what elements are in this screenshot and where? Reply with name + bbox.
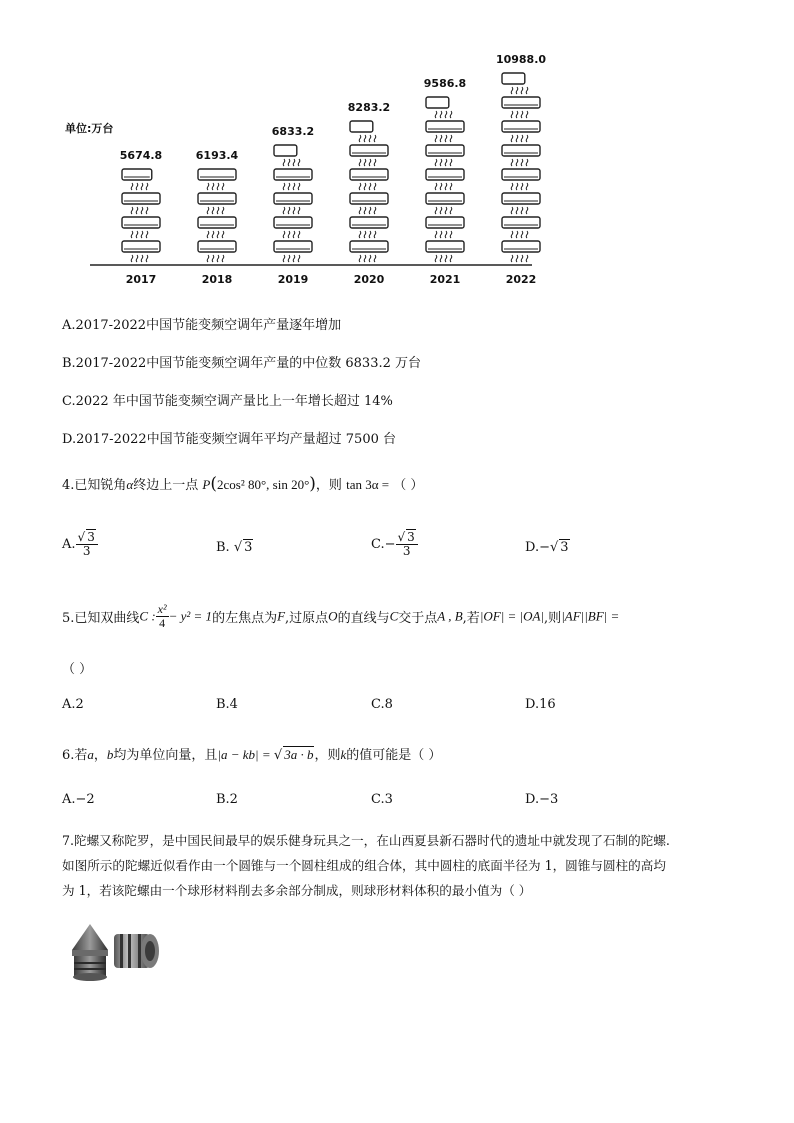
ac-icon-4-5 [426, 121, 464, 132]
ac-wind-4-2-2 [445, 207, 447, 214]
ac-wind-5-3-2 [521, 183, 523, 190]
ac-wind-4-6-2 [445, 111, 447, 118]
q5-frac-den: 4 [159, 616, 166, 631]
ac-wind-1-2-1 [212, 207, 214, 214]
ac-wind-3-4-2 [369, 159, 371, 166]
ac-wind-3-1-2 [369, 231, 371, 238]
ac-wind-4-4-0 [435, 159, 437, 166]
ac-wind-1-1-0 [207, 231, 209, 238]
ac-wind-5-4-0 [511, 159, 513, 166]
ac-wind-0-0-1 [136, 255, 138, 262]
q4-a-den: 3 [82, 544, 91, 559]
ac-wind-4-2-0 [435, 207, 437, 214]
ac-icon-4-4 [426, 145, 464, 156]
ac-wind-2-4-1 [288, 159, 290, 166]
ac-wind-4-2-1 [440, 207, 442, 214]
ac-icon-2-1 [274, 217, 312, 228]
q5-frac [156, 603, 169, 630]
ac-icon-0-2 [122, 193, 160, 204]
ac-icon-4-3 [426, 169, 464, 180]
q7-line-2: 如图所示的陀螺近似看作由一个圆锥与一个圆柱组成的组合体，其中圆柱的底面半径为 1，圆锥与圆柱的高均 [62, 858, 666, 873]
ac-wind-5-4-2 [521, 159, 523, 166]
ac-wind-0-0-2 [141, 255, 143, 262]
bar-value-label-5: 10988.0 [495, 53, 547, 66]
ac-wind-2-2-1 [288, 207, 290, 214]
ac-wind-3-0-2 [369, 255, 371, 262]
ac-icon-5-1 [502, 217, 540, 228]
q4-coord-wrap: ( [210, 474, 217, 494]
ac-icon-5-7 [502, 73, 525, 84]
ac-wind-3-1-0 [359, 231, 361, 238]
ac-icon-2-4 [274, 145, 297, 156]
q5-frac-num: x² [157, 602, 167, 616]
ac-wind-0-1-3 [146, 231, 148, 238]
q6-option-a: A.−2 [62, 792, 95, 807]
q5-prod: |AF||BF| = [561, 608, 620, 624]
ac-wind-2-1-2 [293, 231, 295, 238]
q4-option-d: D.−√ 3 [525, 540, 569, 555]
bar-value-label-4: 9586.8 [423, 77, 467, 90]
q4-a-num: 3 [87, 530, 95, 544]
ac-wind-0-2-2 [141, 207, 143, 214]
ac-icon-3-2 [350, 193, 388, 204]
ac-wind-5-7-1 [516, 87, 518, 94]
ac-wind-0-3-2 [141, 183, 143, 190]
ac-wind-5-3-0 [511, 183, 513, 190]
q4-blank: （ ） [393, 478, 424, 493]
q3-option-c: C.2022 年中国节能变频空调产量比上一年增长超过 14% [62, 394, 393, 409]
ac-wind-5-2-3 [526, 207, 528, 214]
ac-icon-4-1 [426, 217, 464, 228]
ac-wind-2-1-3 [298, 231, 300, 238]
ac-wind-1-2-0 [207, 207, 209, 214]
q5-option-c: C.8 [371, 697, 393, 712]
q4-c-den: 3 [402, 544, 411, 559]
q4-option-a-label: A. [62, 537, 76, 553]
year-label-2: 2019 [277, 273, 309, 286]
chart-canvas [60, 53, 547, 290]
q4-option-c-frac: $\frac{√ 3}{3}$ [396, 531, 418, 558]
ac-wind-2-4-0 [283, 159, 285, 166]
q4-option-b: B. √ 3 [216, 540, 253, 555]
q6-vec-a: a [87, 747, 94, 762]
ac-wind-1-0-0 [207, 255, 209, 262]
ac-wind-4-0-0 [435, 255, 437, 262]
q3-option-b: B.2017-2022中国节能变频空调年产量的中位数 6833.2 万台 [62, 356, 421, 371]
q6-comma: ， [93, 748, 107, 763]
ac-wind-5-2-2 [521, 207, 523, 214]
ac-wind-2-2-0 [283, 207, 285, 214]
q7-line-3: 为 1，若该陀螺由一个球形材料削去多余部分制成，则球形材料体积的最小值为（ ） [62, 883, 532, 898]
ac-icon-5-0 [502, 241, 540, 252]
ac-icon-1-2 [198, 193, 236, 204]
ac-wind-0-2-1 [136, 207, 138, 214]
ac-wind-1-2-3 [222, 207, 224, 214]
q4-option-c [371, 531, 418, 558]
ac-wind-4-3-0 [435, 183, 437, 190]
ac-wind-0-1-2 [141, 231, 143, 238]
q4-option-d-label: D.− [525, 540, 550, 555]
q4-target: tan 3α = [346, 477, 390, 492]
ac-wind-4-5-0 [435, 135, 437, 142]
ac-icon-5-6 [502, 97, 540, 108]
q4-option-c-label: C.− [371, 537, 396, 553]
ac-icon-5-4 [502, 145, 540, 156]
bar-value-label-3: 8283.2 [347, 101, 391, 114]
ac-wind-5-0-2 [521, 255, 523, 262]
ac-wind-2-4-3 [298, 159, 300, 166]
ac-wind-0-0-0 [131, 255, 133, 262]
ac-icon-5-2 [502, 193, 540, 204]
ac-wind-4-4-1 [440, 159, 442, 166]
ac-wind-3-0-1 [364, 255, 366, 262]
ac-wind-3-1-1 [364, 231, 366, 238]
ac-wind-3-3-3 [374, 183, 376, 190]
ac-wind-3-2-3 [374, 207, 376, 214]
q4-point: P [202, 477, 211, 492]
ac-wind-3-2-2 [369, 207, 371, 214]
ac-icon-1-3 [198, 169, 236, 180]
ac-wind-3-5-2 [369, 135, 371, 142]
ac-wind-1-1-2 [217, 231, 219, 238]
year-label-0: 2017 [125, 273, 157, 286]
q6-stem-c: ，则 [314, 748, 341, 763]
ac-wind-2-0-2 [293, 255, 295, 262]
ac-wind-4-6-0 [435, 111, 437, 118]
ac-wind-4-3-3 [450, 183, 452, 190]
ac-wind-5-4-3 [526, 159, 528, 166]
q4-stem [62, 474, 423, 494]
q6-stem-d: 的值可能是（ ） [346, 748, 442, 763]
ac-wind-5-3-3 [526, 183, 528, 190]
ac-wind-2-0-0 [283, 255, 285, 262]
ac-wind-0-2-0 [131, 207, 133, 214]
ac-wind-5-7-2 [521, 87, 523, 94]
ac-wind-2-2-3 [298, 207, 300, 214]
ac-icon-0-0 [122, 241, 160, 252]
q4-option-a-frac: $\frac{√ 3}{3}$ [76, 531, 98, 558]
ac-icon-3-0 [350, 241, 388, 252]
ac-wind-2-2-2 [293, 207, 295, 214]
ac-wind-5-1-1 [516, 231, 518, 238]
ac-wind-5-0-0 [511, 255, 513, 262]
q4-paren-close: ) [309, 474, 316, 494]
ac-icon-1-1 [198, 217, 236, 228]
ac-icon-0-1 [122, 217, 160, 228]
ac-wind-4-6-1 [440, 111, 442, 118]
ac-wind-5-1-2 [521, 231, 523, 238]
q5-O: O [328, 608, 338, 624]
ac-icon-3-5 [350, 121, 373, 132]
ac-wind-4-0-2 [445, 255, 447, 262]
ac-wind-4-5-1 [440, 135, 442, 142]
ac-wind-3-4-1 [364, 159, 366, 166]
chart-unit-label: 单位:万台 [65, 122, 114, 135]
ac-wind-5-5-1 [516, 135, 518, 142]
year-label-4: 2021 [429, 273, 461, 286]
ac-wind-1-0-3 [222, 255, 224, 262]
q5-AB: A , B [437, 608, 463, 624]
ac-wind-1-1-3 [222, 231, 224, 238]
ac-wind-2-3-2 [293, 183, 295, 190]
q4-option-a [62, 531, 98, 558]
ac-wind-5-0-1 [516, 255, 518, 262]
ac-wind-5-7-3 [526, 87, 528, 94]
ac-wind-2-3-0 [283, 183, 285, 190]
ac-wind-4-1-0 [435, 231, 437, 238]
ac-wind-5-0-3 [526, 255, 528, 262]
q6-stem-b: 均为单位向量，且 [113, 748, 218, 763]
ac-wind-5-3-1 [516, 183, 518, 190]
ac-wind-4-3-2 [445, 183, 447, 190]
ac-wind-3-5-0 [359, 135, 361, 142]
ac-wind-3-3-0 [359, 183, 361, 190]
ac-wind-3-2-1 [364, 207, 366, 214]
bar-chart [60, 53, 547, 290]
q6-k: k [340, 747, 347, 762]
ac-wind-4-5-2 [445, 135, 447, 142]
ac-wind-2-0-3 [298, 255, 300, 262]
q4-stem-text: 4.已知锐角 [62, 478, 127, 493]
ac-icon-2-3 [274, 169, 312, 180]
ac-wind-4-3-1 [440, 183, 442, 190]
ac-wind-0-1-1 [136, 231, 138, 238]
ac-wind-5-6-3 [526, 111, 528, 118]
ac-icon-3-4 [350, 145, 388, 156]
ac-wind-1-2-2 [217, 207, 219, 214]
ac-wind-0-1-0 [131, 231, 133, 238]
ac-wind-1-1-1 [212, 231, 214, 238]
q6-stem-text: 6.若 [62, 748, 88, 763]
ac-icon-4-0 [426, 241, 464, 252]
ac-wind-1-3-0 [207, 183, 209, 190]
ac-wind-3-5-3 [374, 135, 376, 142]
year-label-3: 2020 [353, 273, 385, 286]
ac-icon-0-3 [122, 169, 152, 180]
q4-alpha: α [126, 477, 134, 492]
q5-stem-f: ,若 [462, 611, 480, 627]
ac-wind-2-3-3 [298, 183, 300, 190]
ac-wind-4-1-3 [450, 231, 452, 238]
year-label-5: 2022 [505, 273, 537, 286]
q6-option-c: C.3 [371, 792, 393, 807]
ac-wind-3-1-3 [374, 231, 376, 238]
q5-stem-g: ,则 [544, 611, 562, 627]
ac-wind-2-0-1 [288, 255, 290, 262]
q5-option-a: A.2 [62, 697, 84, 712]
ac-wind-5-6-0 [511, 111, 513, 118]
ac-wind-5-5-3 [526, 135, 528, 142]
ac-icon-2-2 [274, 193, 312, 204]
q5-stem-text: 5.已知双曲线 [62, 611, 140, 627]
ac-wind-5-2-1 [516, 207, 518, 214]
ac-wind-5-6-2 [521, 111, 523, 118]
q4-c-num: 3 [407, 530, 415, 544]
q5-blank: （ ） [62, 662, 93, 677]
ac-wind-3-5-1 [364, 135, 366, 142]
q5-F: F [277, 608, 286, 624]
q5-C: C [389, 608, 399, 624]
ac-wind-4-1-1 [440, 231, 442, 238]
ac-wind-4-4-3 [450, 159, 452, 166]
q5-option-d: D.16 [525, 697, 556, 712]
q7-line-1: 7.陀螺又称陀罗，是中国民间最早的娱乐健身玩具之一，在山西夏县新石器时代的遗址中就发现了石制的陀螺. [62, 833, 670, 848]
ac-icon-4-2 [426, 193, 464, 204]
q4-b-val: 3 [244, 540, 253, 555]
q6-option-d: D.−3 [525, 792, 559, 807]
ac-icon-1-0 [198, 241, 236, 252]
q5-stem-c: ,过原点 [285, 611, 329, 627]
q5-curve: C : [139, 608, 156, 624]
ac-icon-3-3 [350, 169, 388, 180]
ac-wind-5-7-0 [511, 87, 513, 94]
ac-wind-4-5-3 [450, 135, 452, 142]
ac-wind-3-2-0 [359, 207, 361, 214]
ac-icon-5-5 [502, 121, 540, 132]
q4-option-b-label: B. [216, 540, 230, 555]
spinning-top-photo [64, 920, 164, 984]
year-label-1: 2018 [201, 273, 233, 286]
ac-wind-2-3-1 [288, 183, 290, 190]
ac-wind-2-4-2 [293, 159, 295, 166]
ac-wind-4-4-2 [445, 159, 447, 166]
ac-icon-2-0 [274, 241, 312, 252]
ac-wind-2-1-1 [288, 231, 290, 238]
bar-value-label-1: 6193.4 [195, 149, 239, 162]
q4-stem-text-2: 终边上一点 [133, 478, 199, 493]
ac-wind-4-0-3 [450, 255, 452, 262]
ac-wind-1-3-3 [222, 183, 224, 190]
q6-vec-b: b [106, 747, 114, 762]
ac-wind-3-3-1 [364, 183, 366, 190]
ac-wind-1-3-1 [212, 183, 214, 190]
ac-wind-2-1-0 [283, 231, 285, 238]
ac-wind-3-0-3 [374, 255, 376, 262]
ac-wind-5-4-1 [516, 159, 518, 166]
q6-rhs: 3a · b [284, 747, 314, 762]
ac-icon-3-1 [350, 217, 388, 228]
q3-option-a: A.2017-2022中国节能变频空调年产量逐年增加 [62, 318, 342, 333]
q6-stem: 6.若a，b均为单位向量，且|a − kb| = √ 3a · b，则k的值可能是（ ） [62, 747, 442, 763]
q6-expr: |a − kb| = [217, 747, 274, 762]
ac-wind-4-1-2 [445, 231, 447, 238]
q5-stem-e: 交于点 [398, 611, 438, 627]
ac-wind-4-2-3 [450, 207, 452, 214]
ac-wind-1-3-2 [217, 183, 219, 190]
q5-stem [62, 603, 619, 630]
q4-stem-text-3: ，则 [315, 478, 342, 493]
q5-cond: |OF| = |OA| [479, 608, 545, 624]
ac-wind-0-3-1 [136, 183, 138, 190]
ac-wind-3-4-0 [359, 159, 361, 166]
q5-rest: − y² = 1 [168, 608, 213, 624]
ac-wind-5-5-2 [521, 135, 523, 142]
bar-value-label-2: 6833.2 [271, 125, 315, 138]
q5-stem-d: 的直线与 [337, 611, 390, 627]
ac-wind-0-3-3 [146, 183, 148, 190]
ac-wind-5-1-3 [526, 231, 528, 238]
q5-option-b: B.4 [216, 697, 238, 712]
ac-wind-0-3-0 [131, 183, 133, 190]
q4-coord: 2cos² 80°, sin 20° [216, 477, 310, 492]
q3-option-d: D.2017-2022中国节能变频空调年平均产量超过 7500 台 [62, 432, 397, 447]
ac-wind-5-2-0 [511, 207, 513, 214]
ac-wind-3-3-2 [369, 183, 371, 190]
ac-wind-4-6-3 [450, 111, 452, 118]
ac-wind-5-6-1 [516, 111, 518, 118]
ac-wind-3-4-3 [374, 159, 376, 166]
ac-wind-3-0-0 [359, 255, 361, 262]
ac-wind-0-2-3 [146, 207, 148, 214]
ac-icon-4-6 [426, 97, 449, 108]
ac-wind-4-0-1 [440, 255, 442, 262]
ac-wind-1-0-1 [212, 255, 214, 262]
ac-wind-0-0-3 [146, 255, 148, 262]
q5-stem-b: 的左焦点为 [212, 611, 278, 627]
bar-value-label-0: 5674.8 [119, 149, 163, 162]
ac-icon-5-3 [502, 169, 540, 180]
ac-wind-5-5-0 [511, 135, 513, 142]
q6-option-b: B.2 [216, 792, 238, 807]
q4-d-val: 3 [560, 540, 569, 555]
ac-wind-1-0-2 [217, 255, 219, 262]
ac-wind-5-1-0 [511, 231, 513, 238]
